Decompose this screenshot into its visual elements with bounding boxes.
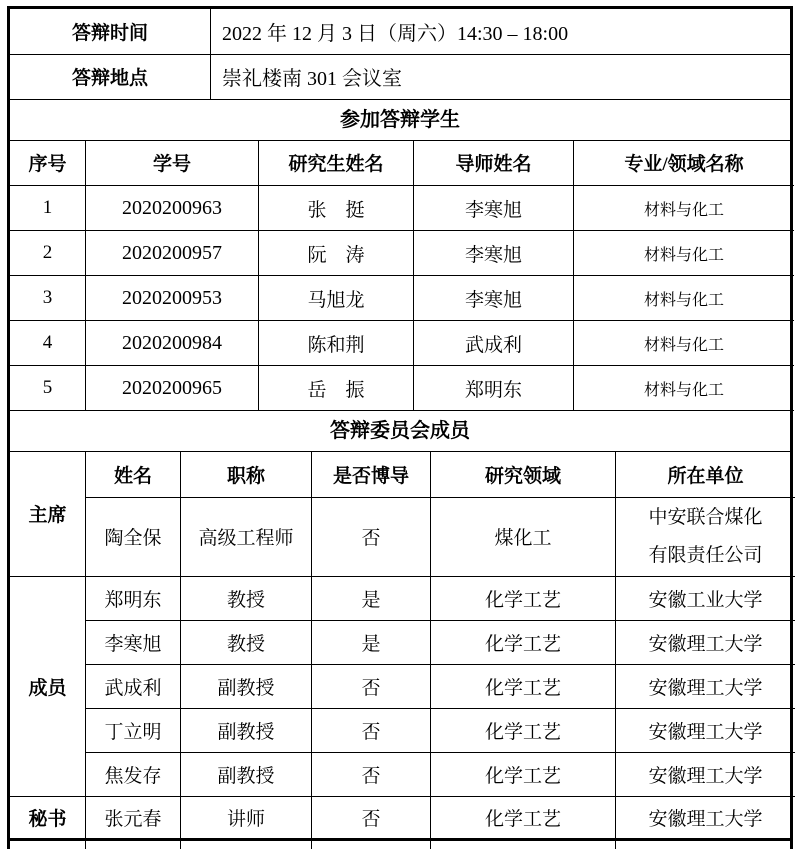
committee-unit: 安徽理工大学 (648, 808, 763, 830)
student-id: 2020200957 (86, 231, 259, 276)
committee-name: 陶全保 (86, 497, 181, 576)
student-row (10, 186, 794, 231)
cutoff-line (430, 841, 431, 849)
col-header-name: 姓名 (86, 452, 181, 497)
student-name: 马旭龙 (259, 276, 414, 321)
committee-doctoral: 否 (312, 796, 431, 838)
committee-title: 高级工程师 (181, 497, 312, 576)
committee-title: 副教授 (181, 664, 312, 708)
defense-location-value: 崇礼楼南 301 会议室 (211, 54, 791, 99)
committee-unit: 安徽理工大学 (616, 664, 796, 708)
student-no: 5 (10, 366, 86, 411)
student-id: 2020200984 (86, 321, 259, 366)
committee-field: 化学工艺 (431, 664, 616, 708)
students-section-title: 参加答辩学生 (10, 100, 790, 141)
student-name: 张 挺 (259, 186, 414, 231)
committee-member-row (10, 708, 795, 752)
committee-doctoral: 是 (312, 620, 431, 664)
cutoff-line (615, 841, 616, 849)
committee-field: 化学工艺 (431, 708, 616, 752)
role-chair: 主席 (10, 452, 86, 576)
col-header-title: 职称 (181, 452, 312, 497)
committee-unit: 安徽理工大学 (616, 620, 796, 664)
committee-name: 丁立明 (86, 708, 181, 752)
committee-doctoral: 否 (312, 497, 431, 576)
committee-field: 化学工艺 (431, 576, 616, 620)
committee-chair-row (10, 497, 795, 576)
committee-unit: 安徽工业大学 (616, 576, 796, 620)
cutoff-line (85, 841, 86, 849)
committee-section-title: 答辩委员会成员 (10, 411, 790, 452)
committee-field: 化学工艺 (431, 752, 616, 796)
committee-member-row (10, 752, 795, 796)
defense-location-row (10, 54, 790, 99)
advisor-name: 李寒旭 (414, 186, 574, 231)
committee-title: 讲师 (181, 796, 312, 838)
role-member: 成员 (10, 576, 86, 796)
committee-doctoral: 否 (312, 664, 431, 708)
committee-member-row (10, 664, 795, 708)
role-secretary: 秘书 (10, 796, 86, 838)
major-name: 材料与化工 (574, 186, 795, 231)
student-row (10, 231, 794, 276)
committee-name: 武成利 (86, 664, 181, 708)
committee-unit: 安徽理工大学 (616, 752, 796, 796)
committee-title: 教授 (181, 576, 312, 620)
students-table (10, 141, 794, 412)
committee-doctoral: 是 (312, 576, 431, 620)
student-id: 2020200965 (86, 366, 259, 411)
committee-title: 副教授 (181, 752, 312, 796)
committee-doctoral: 否 (312, 708, 431, 752)
student-row (10, 366, 794, 411)
student-id: 2020200953 (86, 276, 259, 321)
col-header-doctoral: 是否博导 (312, 452, 431, 497)
cutoff-line (180, 841, 181, 849)
committee-header-row (10, 452, 795, 497)
cutoff-row-strip (7, 841, 793, 849)
committee-secretary-row (10, 796, 795, 838)
committee-table (10, 452, 795, 838)
col-header-field: 研究领域 (431, 452, 616, 497)
major-name: 材料与化工 (574, 231, 795, 276)
student-no: 3 (10, 276, 86, 321)
committee-unit: 安徽理工大学 (616, 708, 796, 752)
defense-time-row (10, 9, 790, 54)
committee-field: 化学工艺 (431, 796, 616, 838)
committee-unit-text: 中安联合煤化有限责任公司 (648, 506, 763, 566)
student-no: 2 (10, 231, 86, 276)
cutoff-line (311, 841, 312, 849)
col-header-unit: 所在单位 (616, 452, 796, 497)
committee-member-row (10, 620, 795, 664)
student-name: 岳 振 (259, 366, 414, 411)
col-header-major: 专业/领域名称 (574, 141, 795, 186)
student-id: 2020200963 (86, 186, 259, 231)
col-header-advisor-name: 导师姓名 (414, 141, 574, 186)
committee-member-row (10, 576, 795, 620)
committee-field: 化学工艺 (431, 620, 616, 664)
advisor-name: 郑明东 (414, 366, 574, 411)
student-name: 阮 涛 (259, 231, 414, 276)
col-header-student-name: 研究生姓名 (259, 141, 414, 186)
students-header-row (10, 141, 794, 186)
committee-name: 李寒旭 (86, 620, 181, 664)
committee-title: 教授 (181, 620, 312, 664)
advisor-name: 武成利 (414, 321, 574, 366)
advisor-name: 李寒旭 (414, 231, 574, 276)
defense-location-label: 答辩地点 (10, 54, 211, 99)
col-header-student-id: 学号 (86, 141, 259, 186)
col-header-no: 序号 (10, 141, 86, 186)
defense-time-value: 2022 年 12 月 3 日（周六）14:30 – 18:00 (211, 9, 791, 54)
committee-title: 副教授 (181, 708, 312, 752)
committee-name: 焦发存 (86, 752, 181, 796)
committee-name: 张元春 (86, 796, 181, 838)
committee-field: 煤化工 (431, 497, 616, 576)
major-name: 材料与化工 (574, 321, 795, 366)
committee-unit (616, 497, 796, 576)
committee-name: 郑明东 (86, 576, 181, 620)
student-no: 4 (10, 321, 86, 366)
major-name: 材料与化工 (574, 366, 795, 411)
committee-doctoral: 否 (312, 752, 431, 796)
advisor-name: 李寒旭 (414, 276, 574, 321)
student-row (10, 321, 794, 366)
student-name: 陈和荆 (259, 321, 414, 366)
student-no: 1 (10, 186, 86, 231)
defense-info-table (10, 9, 790, 100)
student-row (10, 276, 794, 321)
defense-time-label: 答辩时间 (10, 9, 211, 54)
major-name: 材料与化工 (574, 276, 795, 321)
defense-schedule-table (7, 6, 793, 841)
